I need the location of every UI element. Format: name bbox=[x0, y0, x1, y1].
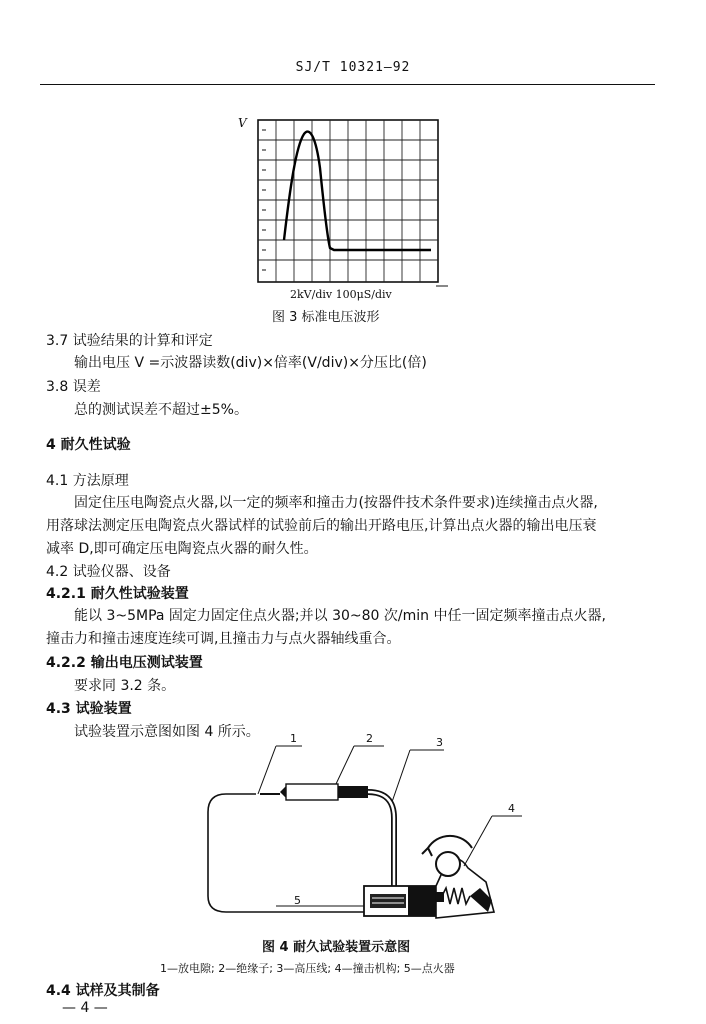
figure-4 bbox=[196, 732, 536, 932]
section-4-1-line-3: 减率 D,即可确定压电陶瓷点火器的耐久性。 bbox=[46, 541, 318, 557]
oscilloscope-grid bbox=[236, 108, 456, 308]
callout-5: 5 bbox=[294, 894, 301, 907]
header-rule bbox=[40, 84, 655, 85]
section-3-7-title: 3.7 试验结果的计算和评定 bbox=[46, 333, 213, 349]
figure-4-legend: 1—放电隙; 2—绝缘子; 3—高压线; 4—撞击机构; 5—点火器 bbox=[160, 962, 455, 975]
section-4-2-1-title: 4.2.1 耐久性试验装置 bbox=[46, 586, 189, 602]
section-3-8-text: 总的测试误差不超过±5%。 bbox=[74, 402, 248, 418]
section-4-2-2-text: 要求同 3.2 条。 bbox=[74, 678, 176, 694]
section-4-2-1-line-2: 撞击力和撞击速度连续可调,且撞击力与点火器轴线重合。 bbox=[46, 631, 401, 647]
callout-2: 2 bbox=[366, 732, 373, 745]
callout-1: 1 bbox=[290, 732, 297, 745]
section-4-1-title: 4.1 方法原理 bbox=[46, 473, 129, 489]
section-4-4-title: 4.4 试样及其制备 bbox=[46, 983, 160, 999]
section-4-3-title: 4.3 试验装置 bbox=[46, 701, 132, 717]
page-number: — 4 — bbox=[62, 1000, 108, 1016]
callout-3: 3 bbox=[436, 736, 443, 749]
page-header: SJ/T 10321—92 bbox=[295, 60, 411, 75]
section-4-title: 4 耐久性试验 bbox=[46, 437, 131, 453]
section-4-2-1-line-1: 能以 3~5MPa 固定力固定住点火器;并以 30~80 次/min 中任一固定频率撞击点火器, bbox=[74, 608, 606, 624]
figure-4-caption: 图 4 耐久试验装置示意图 bbox=[262, 940, 411, 955]
section-3-8-title: 3.8 误差 bbox=[46, 379, 101, 395]
section-4-1-line-1: 固定住压电陶瓷点火器,以一定的频率和撞击力(按器件技术条件要求)连续撞击点火器, bbox=[74, 495, 598, 511]
section-4-1-line-2: 用落球法测定压电陶瓷点火器试样的试验前后的输出开路电压,计算出点火器的输出电压衰 bbox=[46, 518, 597, 534]
figure-3 bbox=[236, 108, 456, 308]
callout-4: 4 bbox=[508, 802, 515, 815]
voltage-waveform bbox=[284, 132, 431, 250]
figure-3-caption: 图 3 标准电压波形 bbox=[272, 310, 380, 325]
fig3-scale-label: 2kV/div 100μS/div bbox=[290, 288, 392, 301]
section-4-2-2-title: 4.2.2 输出电压测试装置 bbox=[46, 655, 203, 671]
section-3-7-formula: 输出电压 V =示波器读数(div)×倍率(V/div)×分压比(倍) bbox=[74, 355, 427, 371]
fig3-y-axis-label: V bbox=[238, 116, 247, 130]
section-4-3-text: 试验装置示意图如图 4 所示。 bbox=[74, 724, 260, 740]
section-4-2-title: 4.2 试验仪器、设备 bbox=[46, 564, 171, 580]
apparatus-schematic bbox=[196, 736, 536, 932]
